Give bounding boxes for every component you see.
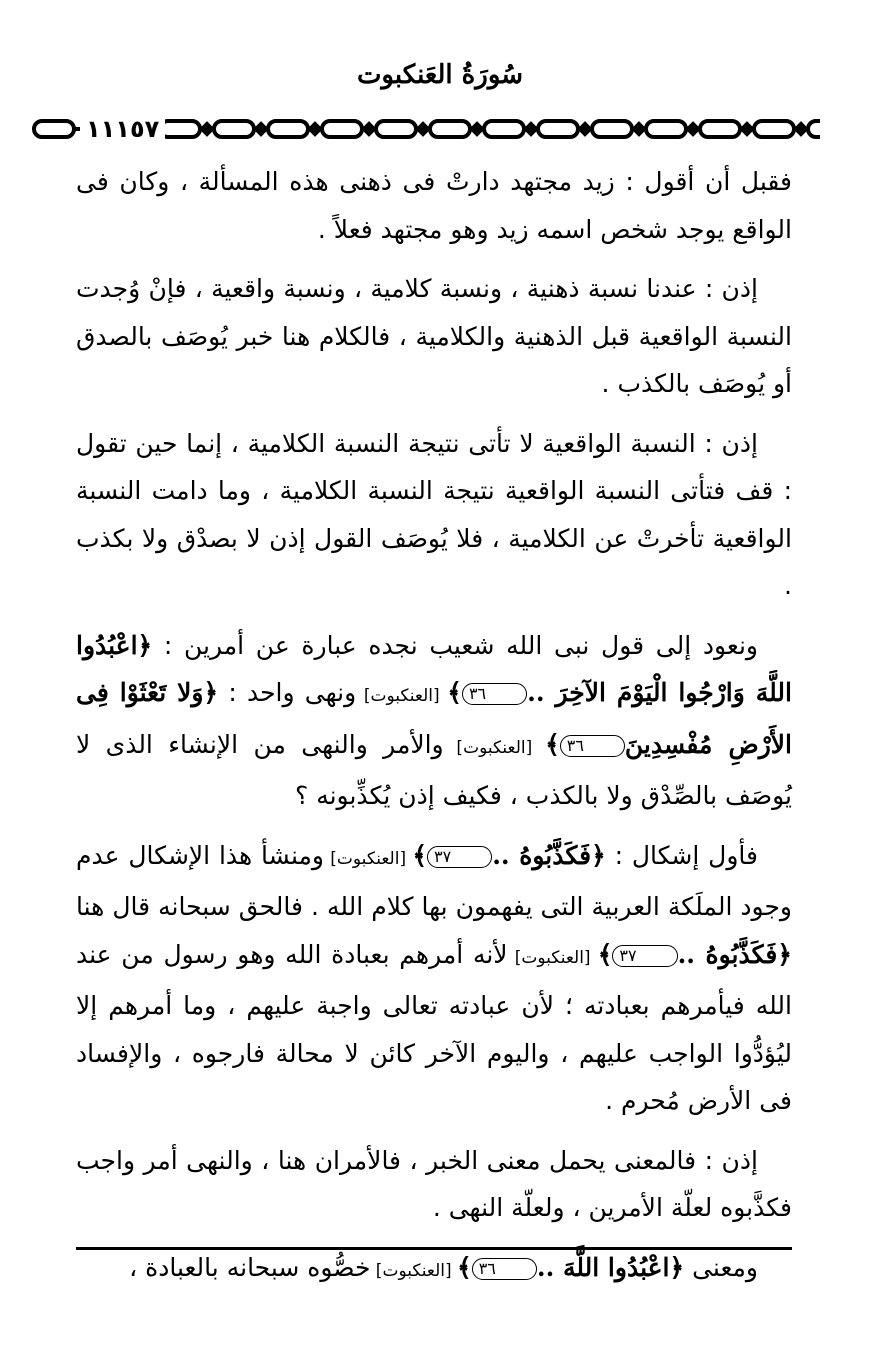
ayah-number-badge: ٣٧ xyxy=(612,945,677,967)
text-run: لأنه أمرهم بعبادة الله وهو رسول من عند الله فيأمرهم بعبادته ؛ لأن عبادته تعالى واجبة عليهم ، وما أمرهم إلا ليُؤدُّوا الواجب عليهم ، واليوم الآخر كائن لا محالة فارجوه ، والإفساد فى الأرض مُحرم . xyxy=(76,939,792,1115)
text-run: ونهى واحد : xyxy=(218,678,357,707)
paragraph xyxy=(76,1137,792,1232)
text-run: ونعود إلى قول نبى الله شعيب نجده عبارة عن أمرين : xyxy=(152,630,758,660)
quran-verse: ﴾ xyxy=(545,729,560,759)
paragraph xyxy=(76,158,792,253)
quran-verse: ﴿اعْبُدُوا اللَّهَ .. xyxy=(536,1252,685,1282)
quran-verse: ﴾ xyxy=(412,840,428,870)
body-text xyxy=(76,158,792,1307)
quran-verse: ﴿فَكَذَّبُوهُ .. xyxy=(677,939,792,969)
ayah-number-badge: ٣٦ xyxy=(472,1258,537,1280)
paragraph xyxy=(76,832,792,1125)
ayah-number-badge: ٣٦ xyxy=(560,735,625,757)
footer-rule xyxy=(76,1247,792,1250)
paragraph xyxy=(76,265,792,408)
text-run: والأمر والنهى من الإنشاء الذى لا يُوصَف بالصِّدْق ولا بالكذب ، فكيف إذن يُكذِّبونه ؟ xyxy=(76,729,792,810)
surah-reference: [العنكبوت] xyxy=(370,1260,458,1281)
page-number: ١١١٥٧ xyxy=(80,114,165,144)
text-run: إذن : عندنا نسبة ذهنية ، ونسبة كلامية ، ونسبة واقعية ، فإنْ وُجدت النسبة الواقعية قبل الذهنية والكلامية ، فالكلام هنا خبر يُوصَف بالصدق أو يُوصَف بالكذب . xyxy=(76,274,792,398)
text-run: خصُّوه سبحانه بالعبادة ، xyxy=(129,1252,371,1282)
text-run: فقبل أن أقول : زيد مجتهد دارتْ فى ذهنى هذه المسألة ، وكان فى الواقع يوجد شخص اسمه زيد وهو مجتهد فعلاً . xyxy=(76,167,792,244)
ayah-number-badge: ٣٦ xyxy=(462,683,527,705)
paragraph xyxy=(76,622,792,820)
quran-verse: ﴿اعْبُدُوا اللَّهَ وَارْجُوا الْيَوْمَ الآخِرَ .. xyxy=(76,630,792,707)
paragraph xyxy=(76,420,792,610)
quran-verse: ﴾ xyxy=(457,1252,472,1282)
surah-reference: [العنكبوت] xyxy=(356,686,448,706)
text-run: إذن : النسبة الواقعية لا تأتى نتيجة النسبة الكلامية ، إنما حين تقول : قف فتأتى النسبة الواقعية نتيجة النسبة الكلامية ، وما دامت النسبة الواقعية تأخرتْ عن الكلامية ، فلا يُوصَف القول إذن لا بصدْق ولا بكذب . xyxy=(76,428,792,600)
surah-reference: [العنكبوت] xyxy=(443,737,546,758)
quran-verse: ﴾ xyxy=(447,678,462,707)
text-run: ومنشأ هذا الإشكال عدم وجود الملَكة العربية التى يفهمون بها كلام الله . فالحق سبحانه قال هنا xyxy=(76,840,792,921)
quran-verse: ﴿وَلا تَعْثَوْا فِى الأَرْضِ مُفْسِدِينَ xyxy=(76,678,792,759)
surah-reference: [العنكبوت] xyxy=(323,848,413,869)
text-run: ومعنى xyxy=(684,1252,758,1282)
text-run: إذن : فالمعنى يحمل معنى الخبر ، فالأمران هنا ، والنهى أمر واجب فكذَّبوه لعلّة الأمرين ، ولعلّة النهى . xyxy=(76,1145,792,1222)
paragraph xyxy=(76,1244,792,1296)
quran-verse: ﴾ xyxy=(597,939,613,969)
surah-title: سُورَةُ العَنكبوت xyxy=(356,60,524,90)
surah-reference: [العنكبوت] xyxy=(507,947,598,968)
text-run: فأول إشكال : xyxy=(605,840,758,870)
ayah-number-badge: ٣٧ xyxy=(427,846,492,868)
quran-verse: ﴿فَكَذَّبُوهُ .. xyxy=(492,840,606,870)
